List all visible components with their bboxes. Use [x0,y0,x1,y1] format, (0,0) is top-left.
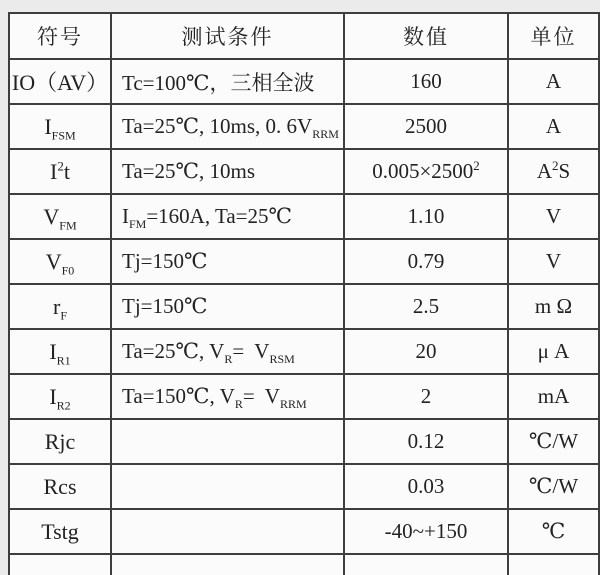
value-cell [344,239,508,284]
unit-cell-text: μ A [537,339,570,363]
symbol-cell-text: IO（AV） [11,70,109,95]
condition-cell-text: Ta=25℃, 10ms, 0. 6V [122,114,313,138]
symbol-cell-text: I [44,113,52,139]
condition-cell [111,419,344,464]
characteristics-table [8,12,598,575]
table-row [9,149,599,194]
symbol-cell [9,419,111,464]
symbol-cell-text: I [50,158,58,184]
condition-cell-text: Tj=150℃ [122,249,208,273]
value-cell [344,104,508,149]
condition-cell-text: =160A, Ta=25℃ [146,204,292,228]
condition-cell [111,329,344,374]
unit-cell [508,194,599,239]
value-cell-text-sup: 2 [473,158,480,173]
condition-cell-text: Tc=100℃，三相全波 [122,70,315,95]
value-cell [344,284,508,329]
unit-cell [508,239,599,284]
symbol-cell-text-sub: R2 [56,397,71,412]
value-cell [344,194,508,239]
value-cell-text: 1.10 [407,204,445,228]
condition-cell-text: Tj=150℃ [122,294,208,318]
partial-cell [344,554,508,575]
unit-cell [508,509,599,554]
symbol-cell [9,509,111,554]
value-cell [344,149,508,194]
value-cell-text: 2500 [405,114,447,138]
condition-cell-text: = V [242,384,280,408]
value-cell-text: 2.5 [412,294,440,318]
symbol-cell-text: Rjc [44,428,76,454]
value-cell [344,419,508,464]
condition-cell-text: Ta=25℃, 10ms [122,159,256,183]
table-row [9,104,599,149]
condition-cell [111,284,344,329]
table-row [9,329,599,374]
unit-cell-text: m Ω [534,294,573,318]
unit-cell-text: ℃/W [528,429,579,453]
unit-cell-text-sup: 2 [551,158,559,173]
value-cell-text: 0.12 [407,429,445,453]
symbol-cell [9,59,111,104]
table-row [9,419,599,464]
symbol-cell-text: V [43,203,60,229]
condition-cell-text-sub: RRM [279,397,307,412]
symbol-cell [9,284,111,329]
value-cell-text: -40~+150 [384,519,468,543]
table-row [9,284,599,329]
symbol-cell [9,374,111,419]
value-cell [344,374,508,419]
unit-cell-text: ℃ [541,519,566,543]
value-cell-text: 2 [420,384,432,408]
condition-cell [111,509,344,554]
table-row [9,59,599,104]
symbol-cell-text-sub: R1 [56,352,71,367]
value-cell [344,464,508,509]
unit-cell [508,284,599,329]
symbol-cell-text: I [49,383,57,409]
symbol-cell [9,239,111,284]
column-header-value: 数值 [344,13,508,59]
unit-cell-text: A [545,69,562,93]
column-header-unit: 单位 [508,13,599,59]
symbol-cell [9,464,111,509]
unit-cell-text: A [545,114,562,138]
value-cell-text: 20 [415,339,437,363]
condition-cell-text: Ta=150℃, V [122,384,235,408]
symbol-cell-text: Tstg [41,518,79,544]
condition-cell [111,104,344,149]
symbol-cell-text: t [63,158,70,184]
symbol-cell-text-sub: FM [59,217,77,232]
unit-cell-text: ℃/W [528,474,579,498]
unit-cell-text: A [536,159,552,183]
unit-cell-text: mA [537,384,570,408]
symbol-cell-text-sub: FSM [51,127,76,142]
symbol-cell [9,149,111,194]
symbol-cell-text: I [49,338,57,364]
symbol-cell [9,329,111,374]
symbol-cell-text: r [52,293,61,319]
value-cell [344,329,508,374]
unit-cell-text: S [558,159,571,183]
table-row [9,374,599,419]
table-row [9,464,599,509]
condition-cell [111,464,344,509]
value-cell-text: 0.79 [407,249,445,273]
partial-cell [9,554,111,575]
symbol-cell [9,104,111,149]
unit-cell [508,419,599,464]
condition-cell-text-sub: R [224,352,233,367]
table-row [9,509,599,554]
header-row [9,13,599,59]
value-cell [344,59,508,104]
unit-cell [508,329,599,374]
unit-cell-text: V [545,249,562,273]
partial-row [9,554,599,575]
condition-cell [111,59,344,104]
column-header-symbol: 符号 [9,13,111,59]
table-row [9,239,599,284]
symbol-cell-text: Rcs [43,473,77,499]
value-cell-text: 160 [410,69,442,93]
column-header-condition: 测试条件 [111,13,344,59]
unit-cell [508,374,599,419]
unit-cell [508,59,599,104]
symbol-cell-text-sub: F0 [61,262,75,277]
partial-cell [111,554,344,575]
symbol-cell [9,194,111,239]
symbol-cell-text-sup: 2 [57,158,64,174]
table-row [9,194,599,239]
unit-cell [508,104,599,149]
unit-cell-text: V [545,204,562,228]
symbol-cell-text: V [45,248,62,274]
condition-cell-text-sub: FM [129,217,147,232]
condition-cell-text-sub: RSM [269,352,295,367]
value-cell [344,509,508,554]
condition-cell [111,374,344,419]
value-cell-text: 0.005×2500 [372,159,474,183]
condition-cell [111,194,344,239]
unit-cell [508,464,599,509]
table-header [9,13,599,59]
condition-cell-text-sub: RRM [312,127,339,142]
partial-cell [508,554,599,575]
condition-cell-text: = V [232,339,270,363]
spec-table [8,12,600,575]
condition-cell-text-sub: R [234,397,243,412]
condition-cell [111,149,344,194]
value-cell-text: 0.03 [407,474,445,498]
symbol-cell-text-sub: F [60,307,67,322]
condition-cell-text: Ta=25℃, V [122,339,225,363]
condition-cell [111,239,344,284]
table-body [9,59,599,575]
condition-cell-text: I [122,204,129,228]
unit-cell [508,149,599,194]
